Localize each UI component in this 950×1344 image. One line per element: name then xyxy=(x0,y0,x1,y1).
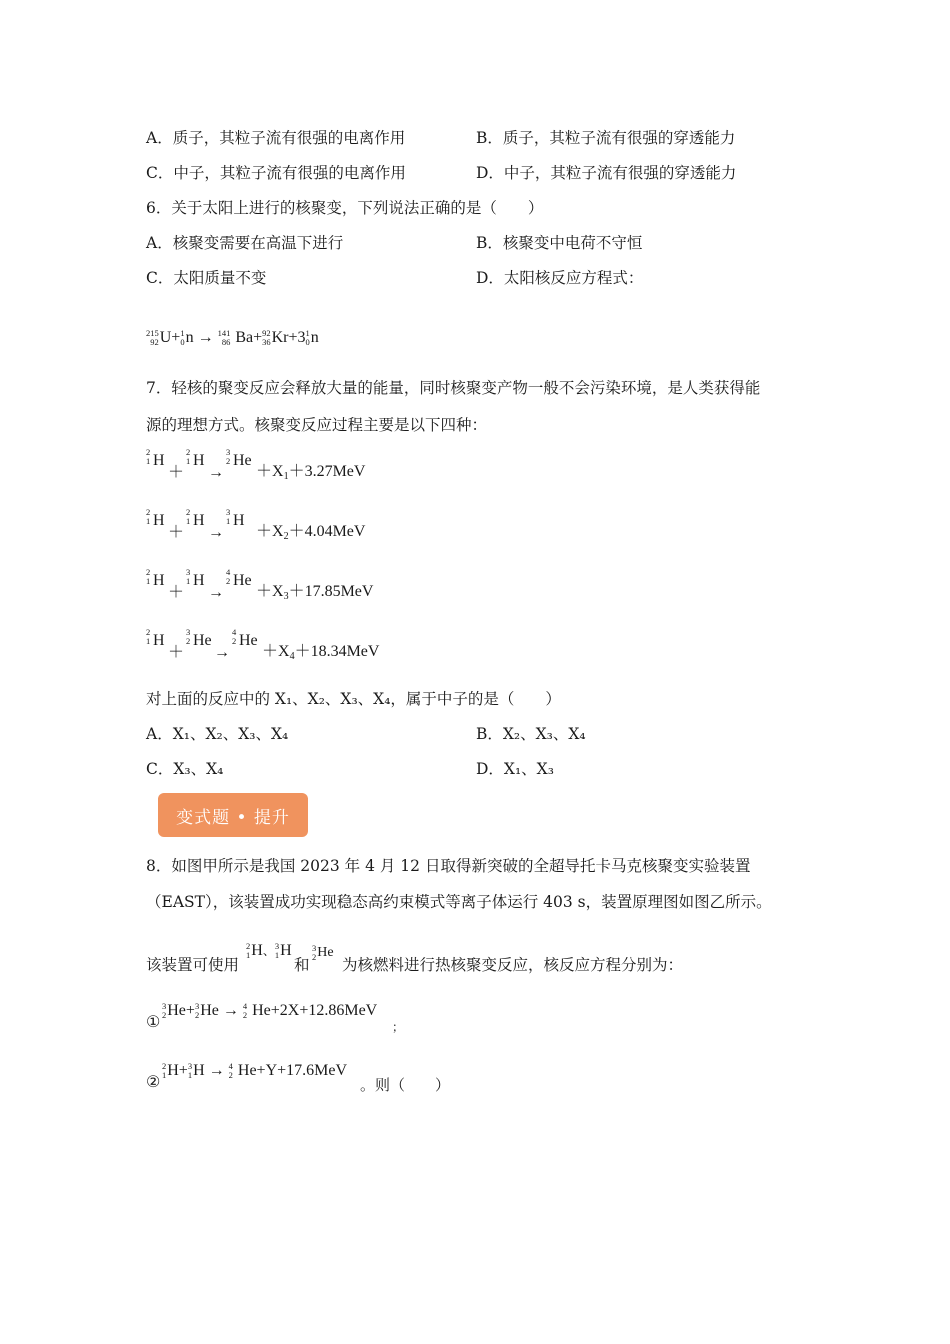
q7-question: 对上面的反应中的 X₁、X₂、X₃、X₄，属于中子的是（ ） xyxy=(146,690,561,708)
q6-option-c: C．太阳质量不变 xyxy=(146,269,267,287)
q7-option-a: A．X₁、X₂、X₃、X₄ xyxy=(146,725,289,743)
q8-stem-line1: 8．如图甲所示是我国 2023 年 4 月 12 日取得新突破的全超导托卡马克核聚变实验装置 xyxy=(146,857,751,875)
q7-stem-line1: 7．轻核的聚变反应会释放大量的能量，同时核聚变产物一般不会污染环境，是人类获得能 xyxy=(146,379,761,397)
q5-option-b: B．质子，其粒子流有很强的穿透能力 xyxy=(476,129,736,147)
q6-option-a: A．核聚变需要在高温下进行 xyxy=(146,234,344,252)
q5-option-d: D．中子，其粒子流有很强的穿透能力 xyxy=(476,164,737,182)
q8-equation-1: ① 3 2 He+ 3 2 He → 4 2 He+2X+12.86MeV ； xyxy=(146,1001,405,1034)
q6-stem: 6．关于太阳上进行的核聚变，下列说法正确的是（ ） xyxy=(146,199,544,217)
variant-question-badge: 变式题 • 提升 xyxy=(158,793,308,837)
fuel-nuclides: 2 1 H、 3 1 H xyxy=(246,941,292,961)
q6-option-b: B．核聚变中电荷不守恒 xyxy=(476,234,643,252)
q7-reaction-3: 2 1 H ＋ 3 1 H → 4 2 He $+X_3+17.85MeV$ xyxy=(146,567,374,602)
q7-reaction-4: 2 1 H ＋ 3 2 He → 4 2 He $+X_4+18.34MeV$ xyxy=(146,627,380,662)
q7-stem-line2: 源的理想方式。核聚变反应过程主要是以下四种： xyxy=(146,416,488,434)
q7-reaction-1: 2 1 H ＋ 2 1 H → 3 2 He $+X_1+3.27MeV$ xyxy=(146,447,366,482)
q7-option-b: B．X₂、X₃、X₄ xyxy=(476,725,586,743)
q5-option-c: C．中子，其粒子流有很强的电离作用 xyxy=(146,164,406,182)
q6-option-d: D．太阳核反应方程式： xyxy=(476,269,644,287)
q7-reaction-2: 2 1 H ＋ 2 1 H → 3 1 H $+X_2+4.04MeV$ xyxy=(146,507,366,542)
q6-reaction-equation: 215 92 U+ 1 0 n → 141 86 Ba+ 92 36 Kr+3 1 0 n xyxy=(146,328,319,348)
fuel-helium3: 3 2 He xyxy=(312,942,334,962)
q5-option-a: A．质子，其粒子流有很强的电离作用 xyxy=(146,129,406,147)
q7-option-c: C．X₃、X₄ xyxy=(146,760,224,778)
q8-stem-line2: （EAST），该装置成功实现稳态高约束模式等离子体运行 403 s，装置原理图如图乙所示。 xyxy=(146,893,772,911)
q7-option-d: D．X₁、X₃ xyxy=(476,760,554,778)
q8-equation-2: ② 2 1 H+ 3 1 H → 4 2 He+Y+17.6MeV 。则（ ） xyxy=(146,1061,451,1094)
q8-stem-line3: 该装置可使用 2 1 H、 3 1 H 和 3 2 He 为核燃料进行热核聚变反应，核反应方程分别为： xyxy=(146,941,684,974)
